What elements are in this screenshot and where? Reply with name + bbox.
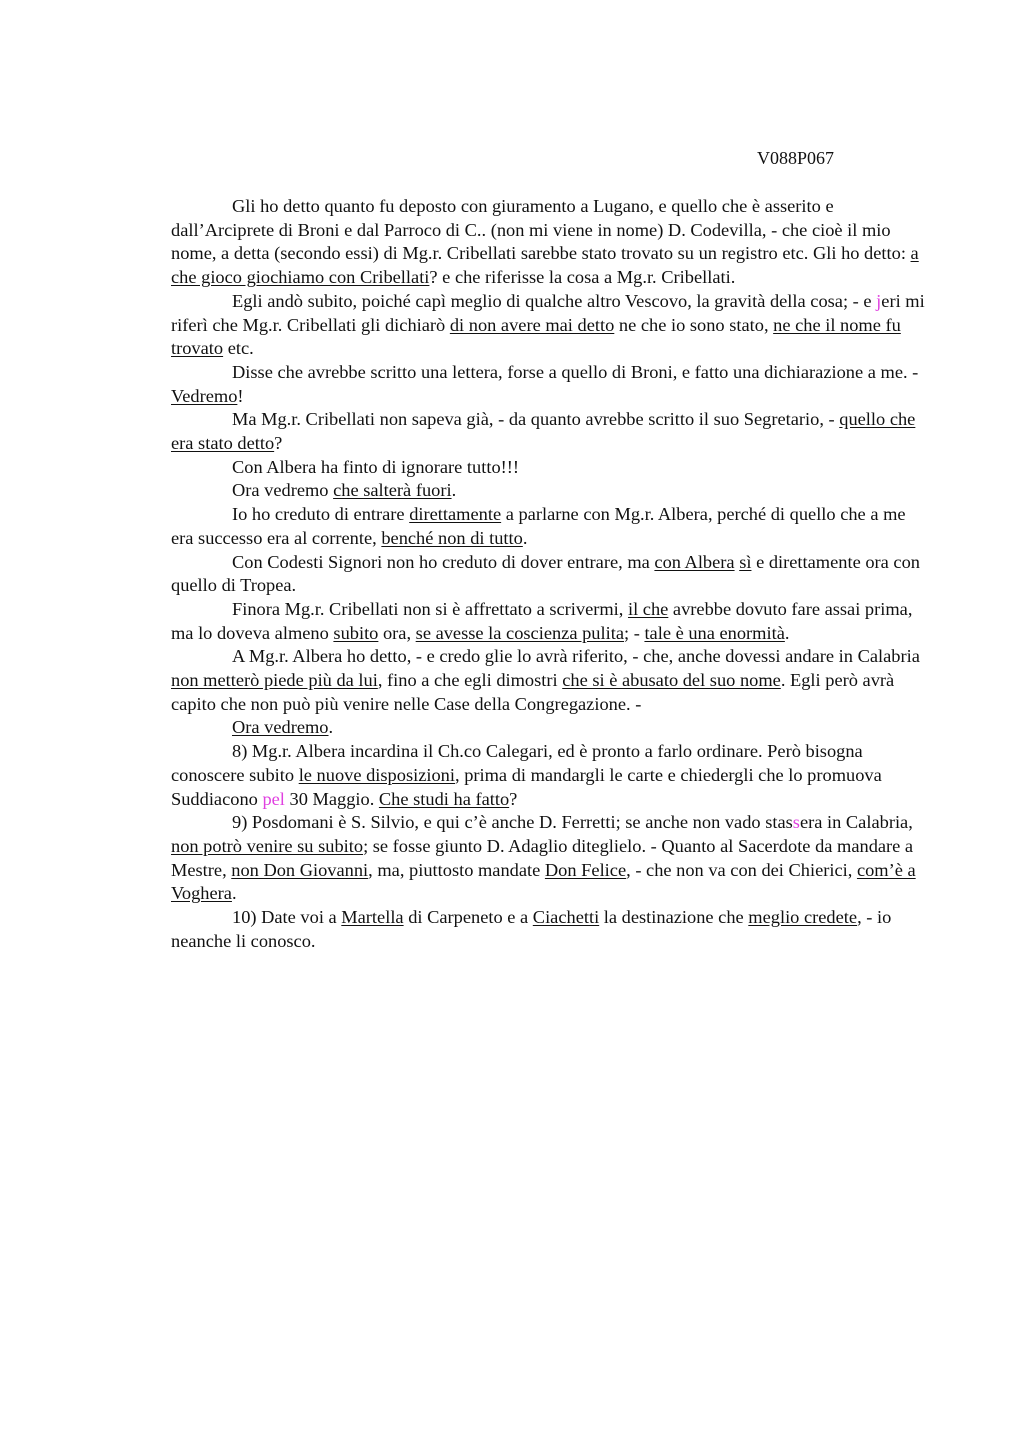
underlined-text: non potrò venire su subito — [171, 835, 364, 856]
underlined-text: le nuove disposizioni — [298, 764, 455, 785]
text-run: ; se fosse giunto D. Adaglio diteglielo. - Quanto al Sacerdote da mandare a Mestre, — [171, 835, 914, 880]
text-run: . — [231, 883, 237, 904]
underlined-text: ne che il nome fu trovato — [171, 314, 901, 359]
highlighted-text: pel — [262, 788, 285, 809]
highlighted-text: s — [792, 812, 800, 833]
text-run: e direttamente ora con quello di Tropea. — [171, 551, 920, 596]
text-run: ! — [237, 385, 244, 406]
text-run: Ora vedremo — [232, 480, 334, 501]
text-run: , - io neanche li conosco. — [171, 907, 892, 951]
text-run: , ma, piuttosto mandate — [368, 859, 545, 880]
page-id: V088P067 — [757, 148, 835, 168]
text-run: a parlarne con Mg.r. Albera, perché di quello che a me era successo era al corrente, — [171, 504, 906, 548]
underlined-text: tale è una enormità — [644, 622, 785, 643]
underlined-text: a che gioco giochiamo con Cribellati — [171, 243, 919, 288]
text-run: . — [522, 527, 528, 548]
paragraph — [171, 456, 926, 480]
underlined-text: non Don Giovanni — [231, 859, 369, 880]
paragraph — [171, 290, 926, 361]
paragraph — [171, 551, 926, 598]
text-run: ? — [274, 433, 283, 454]
text-run: , - che non va con dei Chierici, — [626, 859, 857, 880]
text-run: ? e che riferisse la cosa a Mg.r. Cribellati. — [429, 267, 736, 288]
paragraph — [171, 645, 926, 716]
paragraph — [171, 716, 926, 740]
text-run: eri mi riferì che Mg.r. Cribellati gli dichiarò — [171, 290, 925, 335]
text-run: era in Calabria, — [799, 812, 913, 833]
paragraph — [171, 479, 926, 503]
underlined-text: il che — [627, 598, 669, 619]
underlined-text: Vedremo — [171, 385, 238, 406]
paragraph — [171, 906, 926, 953]
paragraph — [171, 361, 926, 408]
text-run: A Mg.r. Albera ho detto, - e credo glie lo avrà riferito, - che, anche dovessi andare in Calabria — [232, 646, 920, 667]
underlined-text: se avesse la coscienza pulita — [415, 622, 624, 643]
underlined-text: che salterà fuori — [333, 480, 452, 501]
underlined-text: Ciachetti — [532, 907, 600, 928]
underlined-text: benché non di tutto — [381, 527, 523, 548]
paragraph — [171, 740, 926, 811]
text-run: Ma Mg.r. Cribellati non sapeva già, - da quanto avrebbe scritto il suo Segretario, - — [232, 409, 840, 430]
underlined-text: quello che era stato detto — [171, 409, 916, 454]
text-run: . — [328, 717, 334, 738]
underlined-text: con Albera — [654, 551, 735, 572]
text-run: 10) Date voi a — [232, 907, 342, 928]
text-run: , prima di mandargli le carte e chiedergli che lo promuova Suddiacono — [171, 764, 882, 809]
paragraph — [171, 503, 926, 550]
paragraph — [171, 195, 926, 290]
text-run: la destinazione che — [599, 907, 749, 928]
text-run: ; - — [624, 622, 645, 643]
text-run: . Egli però avrà capito che non può più venire nelle Case della Congregazione. - — [171, 670, 895, 714]
text-run: etc. — [223, 338, 254, 359]
text-run: di Carpeneto e a — [403, 907, 533, 928]
text-run: ora, — [378, 622, 416, 643]
letter-body — [171, 195, 926, 954]
text-run: ? — [509, 788, 518, 809]
underlined-text: meglio credete — [748, 907, 858, 928]
text-run: . — [784, 622, 790, 643]
text-run: Io ho creduto di entrare — [232, 504, 410, 525]
text-run: Disse che avrebbe scritto una lettera, forse a quello di Broni, e fatto una dichiarazione a me. - — [232, 361, 919, 382]
text-run: 8) Mg.r. Albera incardina il Ch.co Calegari, ed è pronto a farlo ordinare. Però bisogna conoscere subito — [171, 741, 863, 785]
underlined-text: non metterò piede più da lui — [171, 670, 378, 691]
text-run: , fino a che egli dimostri — [377, 670, 563, 691]
underlined-text: com’è a Voghera — [171, 859, 916, 904]
text-run: ne che io sono stato, — [614, 314, 774, 335]
text-run: Con Codesti Signori non ho creduto di dover entrare, ma — [232, 551, 655, 572]
highlighted-text: j — [876, 290, 882, 311]
text-run: avrebbe dovuto fare assai prima, ma lo doveva almeno — [171, 598, 913, 643]
underlined-text: sì — [739, 551, 752, 572]
text-run: Egli andò subito, poiché capì meglio di qualche altro Vescovo, la gravità della cosa; - e — [232, 290, 877, 311]
paragraph — [171, 598, 926, 645]
text-run: 30 Maggio. — [284, 788, 379, 809]
underlined-text: subito — [333, 622, 379, 643]
paragraph — [171, 811, 926, 906]
underlined-text: Don Felice — [544, 859, 627, 880]
text-run: Con Albera ha finto di ignorare tutto!!! — [232, 456, 520, 477]
underlined-text: direttamente — [409, 504, 502, 525]
underlined-text: Ora vedremo — [232, 717, 329, 738]
underlined-text: di non avere mai detto — [449, 314, 615, 335]
text-run: . — [451, 480, 457, 501]
text-run: Gli ho detto quanto fu deposto con giuramento a Lugano, e quello che è asserito e dall’Arciprete di Broni e dal Parroco di C.. (non mi viene in nome) D. Codevilla, - che cioè il mio nome, a detta (secondo essi) di Mg.r. Cribellati sarebbe stato trovato su un registro etc. Gli ho detto: — [171, 196, 911, 264]
text-run: Finora Mg.r. Cribellati non si è affrettato a scrivermi, — [232, 598, 628, 619]
underlined-text: che si è abusato del suo nome — [562, 670, 781, 691]
text-run: 9) Posdomani è S. Silvio, e qui c’è anche D. Ferretti; se anche non vado stas — [232, 812, 793, 833]
underlined-text: Che studi ha fatto — [378, 788, 510, 809]
underlined-text: Martella — [341, 907, 404, 928]
paragraph — [171, 408, 926, 455]
